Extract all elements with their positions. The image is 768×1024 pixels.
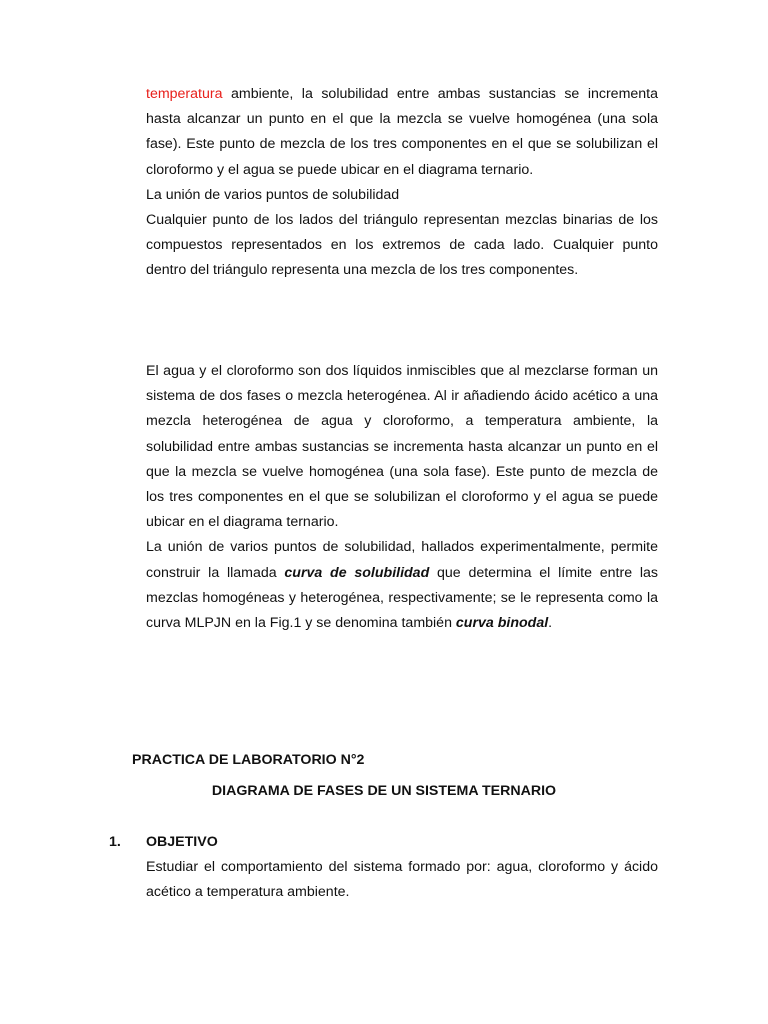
- term-curva-solubilidad: curva de solubilidad: [284, 564, 430, 581]
- text-block-continuation: [146, 82, 658, 284]
- term-curva-binodal: curva binodal: [455, 615, 549, 632]
- paragraph-lados-triangulo: Cualquier punto de los lados del triángulo representan mezclas binarias de los compuestos representados en los extremos de cada lado. Cualquier punto dentro del triángulo representa una mezcla de los tres componentes.: [146, 212, 658, 279]
- paragraph-text: La unión de varios puntos de solubilidad, hallados experimentalmente, permite construir la llamada: [146, 539, 658, 581]
- paragraph-temperatura: [146, 82, 658, 183]
- paragraph-text: ambiente, la solubilidad entre ambas sustancias se incrementa hasta alcanzar un punto en el que la mezcla se vuelve homogénea (una sola fase). Este punto de mezcla de los tres componentes en el que se solubilizan el cloroformo y el agua se puede ubicar en el diagrama ternario.: [146, 86, 658, 178]
- section-number: 1.: [109, 834, 121, 850]
- paragraph-text: .: [548, 615, 553, 632]
- paragraph-text: que determina el límite entre las mezclas homogéneas y heterogénea, respectivamente; se le representa como la curva MLPJN en la Fig.1 y se denomina también: [146, 564, 658, 632]
- lab-practice-title: PRACTICA DE LABORATORIO N°2: [132, 752, 365, 768]
- objective-paragraph: Estudiar el comportamiento del sistema formado por: agua, cloroformo y ácido acético a temperatura ambiente.: [146, 859, 658, 901]
- paragraph-union-puntos: La unión de varios puntos de solubilidad: [146, 186, 400, 203]
- text-block-introduction: [146, 359, 658, 636]
- highlighted-word: temperatura: [146, 86, 223, 102]
- section-title: OBJETIVO: [146, 834, 218, 850]
- lab-practice-subtitle: DIAGRAMA DE FASES DE UN SISTEMA TERNARIO: [211, 783, 557, 799]
- paragraph-agua-cloroformo: El agua y el cloroformo son dos líquidos inmiscibles que al mezclarse forman un sistema de dos fases o mezcla heterogénea. Al ir añadiendo ácido acético a una mezcla heterogénea de agua y cloroformo, a temperatura ambiente, la solubilidad entre ambas sustancias se incrementa hasta alcanzar un punto en el que la mezcla se vuelve homogénea (una sola fase). Este punto de mezcla de los tres componentes en el que se solubilizan el cloroformo y el agua se puede ubicar en el diagrama ternario.: [146, 363, 658, 531]
- paragraph-curva-solubilidad: [146, 535, 658, 636]
- objective-text-block: [146, 855, 658, 905]
